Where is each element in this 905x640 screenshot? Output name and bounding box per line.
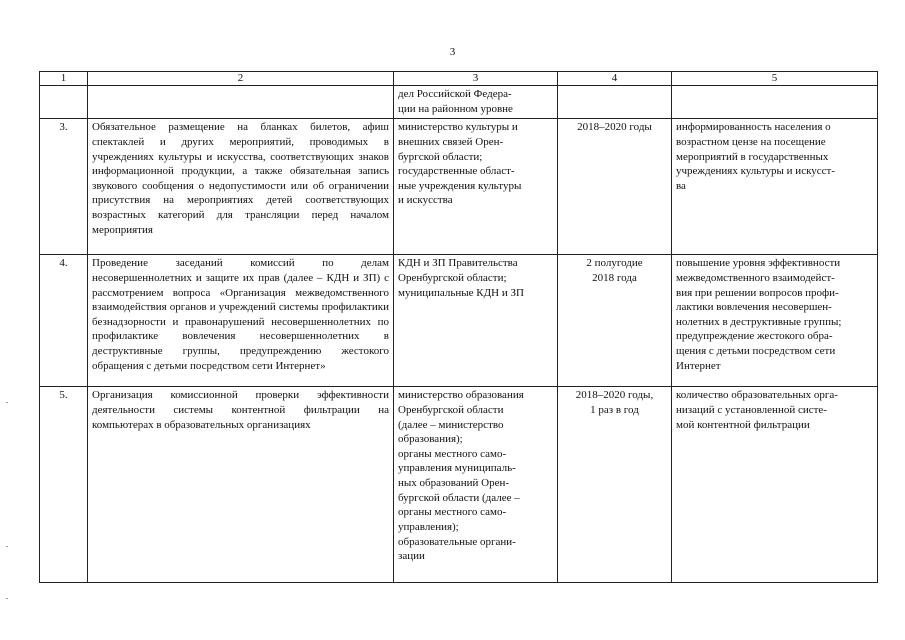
scan-mark [6, 546, 8, 547]
scan-mark [6, 598, 8, 599]
executor-line: дел Российской Федера- [398, 88, 512, 100]
executor-line: образования); [398, 433, 463, 446]
period-line: 2018–2020 годы [577, 121, 652, 134]
row-executor [394, 255, 558, 387]
result-line: возрастном цензе на посещение [676, 135, 826, 148]
row-result [672, 387, 878, 583]
result-line: количество образовательных орга- [676, 389, 838, 402]
continuation-row [40, 86, 878, 119]
period-line: 1 раз в год [590, 403, 639, 416]
row-result [672, 119, 878, 255]
executor-line: Оренбургской области; [398, 271, 507, 284]
executor-line: муниципальные КДН и ЗП [398, 286, 524, 299]
row-number: 3. [40, 119, 88, 255]
executor-line: государственные област- [398, 165, 515, 178]
page-number: 3 [449, 46, 456, 58]
result-line: мероприятий в государственных [676, 150, 829, 163]
table-row [40, 119, 878, 255]
row-executor [394, 387, 558, 583]
result-line: межведомственного взаимодейст- [676, 271, 835, 284]
result-line: Интернет [676, 359, 721, 372]
executor-line: министерство культуры и [398, 121, 518, 134]
result-line: лактики вовлечения несовершен- [676, 301, 832, 314]
row-period [558, 255, 672, 387]
executor-line: образовательные органи- [398, 535, 516, 548]
scan-mark [6, 402, 8, 403]
row-measure: Обязательное размещение на бланках билетов, афиш спектаклей и других мероприятий, проводимых в учреждениях культуры и искусства, соответствующих знаков информационной продукции, а также обязательная запись звукового сообщения о недопустимости или об ограничении присутствия на мероприятиях детей соответствующих возрастных категорий для трансляции перед началом мероприятия [88, 119, 394, 255]
executor-line: ции на районном уровне [398, 102, 513, 115]
row-measure: Организация комиссионной проверки эффективности деятельности системы контентной фильтрации на компьютерах в образовательных организациях [88, 387, 394, 583]
row-measure: Проведение заседаний комиссий по делам несовершеннолетних и защите их прав (далее – КДН и ЗП) с рассмотрением вопроса «Организация межведомственного взаимодействия органов и учреждений системы профилактики безнадзорности и правонарушений несовершеннолетних по профилактике вовлечения несовершеннолетних в деструктивные группы, предупреждению жестокого обращения с детьми посредством сети Интернет» [88, 255, 394, 387]
result-line: повышение уровня эффективности [676, 257, 841, 270]
period-line: 2018–2020 годы, [575, 389, 654, 402]
executor-line: Оренбургской области [398, 403, 504, 416]
period-line: 2 полугодие [586, 257, 643, 270]
continuation-measure [88, 86, 394, 119]
header-col-1: 1 [40, 72, 88, 86]
executor-line: внешних связей Орен- [398, 135, 504, 148]
header-col-3: 3 [394, 72, 558, 86]
executor-line: зации [398, 550, 425, 563]
result-line: учреждениях культуры и искусст- [676, 165, 836, 178]
result-line: нолетних в деструктивные группы; [676, 315, 842, 328]
row-number: 4. [40, 255, 88, 387]
result-line: вия при решении вопросов профи- [676, 286, 839, 299]
executor-line: органы местного само- [398, 447, 507, 460]
executor-line: (далее – министерство [398, 418, 504, 431]
result-line: ва [676, 179, 686, 192]
row-result [672, 255, 878, 387]
row-period [558, 387, 672, 583]
executor-line: органы местного само- [398, 506, 507, 519]
result-line: мой контентной фильтрации [676, 418, 810, 431]
row-number: 5. [40, 387, 88, 583]
result-line: предупреждение жестокого обра- [676, 330, 833, 343]
executor-line: и искусства [398, 194, 453, 207]
row-period [558, 119, 672, 255]
executor-line: бургской области; [398, 150, 483, 163]
result-line: информированность населения о [676, 121, 831, 134]
measures-table [39, 71, 878, 583]
header-col-2: 2 [88, 72, 394, 86]
executor-line: ные учреждения культуры [398, 179, 522, 192]
executor-line: министерство образования [398, 389, 524, 402]
executor-line: КДН и ЗП Правительства [398, 257, 518, 270]
result-line: низаций с установленной систе- [676, 403, 827, 416]
header-col-4: 4 [558, 72, 672, 86]
continuation-period [558, 86, 672, 119]
header-row [40, 72, 878, 86]
executor-line: ных образований Орен- [398, 477, 510, 489]
table-row [40, 255, 878, 387]
row-executor [394, 119, 558, 255]
executor-line: управления); [398, 520, 459, 533]
table-row [40, 387, 878, 583]
continuation-executor [394, 86, 558, 119]
period-line: 2018 года [592, 271, 637, 284]
continuation-number [40, 86, 88, 119]
executor-line: управления муниципаль- [398, 462, 516, 475]
executor-line: бургской области (далее – [398, 491, 520, 504]
continuation-result [672, 86, 878, 119]
header-col-5: 5 [672, 72, 878, 86]
result-line: щения с детьми посредством сети [676, 345, 836, 357]
